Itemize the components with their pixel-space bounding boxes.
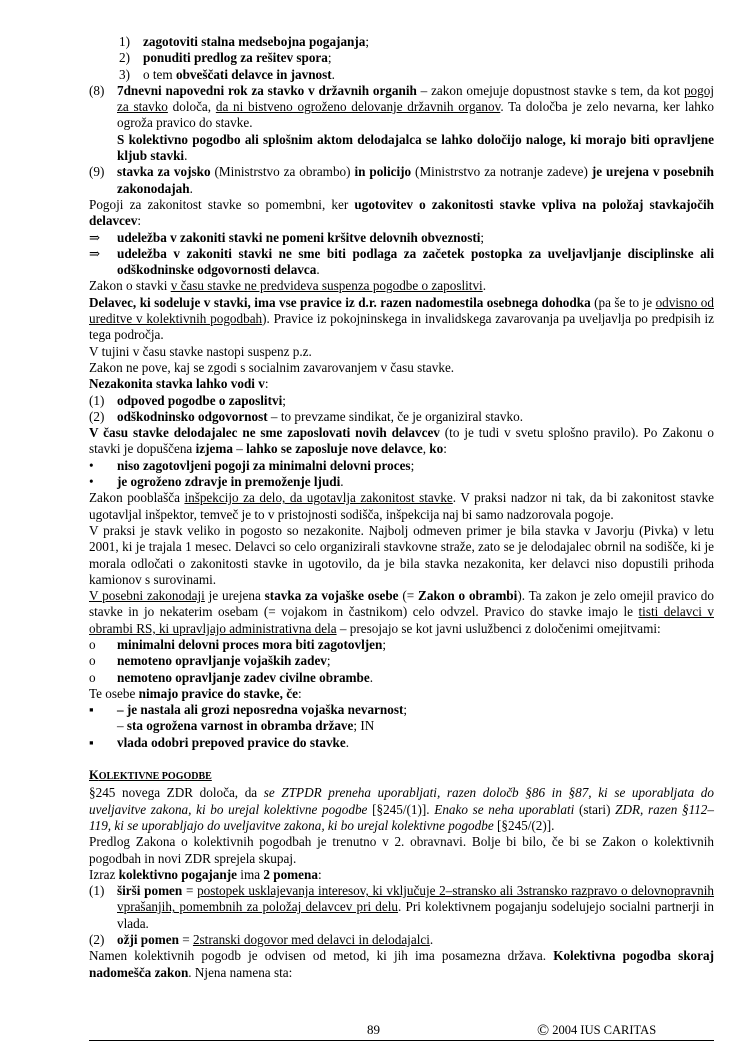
bullet-icon: •	[89, 457, 94, 473]
circle-bullet-icon: o	[89, 636, 96, 652]
list-marker: 3)	[119, 66, 130, 82]
paragraph: V posebni zakonodaji je urejena stavka za vojaške osebe (= Zakon o obrambi). Ta zakon je zelo omejil pravico do stavke in jo nekaterim osebam (= vojakom in častnikom) celo odvzel. Pravico do stavke imajo le tisti delavci v obrambi RS, ki upravljajo administrativna dela – presojajo se kot javni uslužbenci z določenimi omejitvami:	[89, 588, 714, 636]
page-number: 89	[367, 1022, 380, 1037]
bullet-icon: •	[89, 474, 94, 490]
paragraph: S kolektivno pogodbo ali splošnim aktom delodajalca se lahko določijo naloge, ki morajo biti opravljene kljub stavki.	[117, 131, 714, 164]
copyright	[537, 1022, 656, 1040]
list-item: o nemoteno opravljanje zadev civilne obrambe.	[89, 669, 374, 685]
section-heading: KOLEKTIVNE POGODBE	[89, 768, 212, 783]
square-bullet-icon: ▪	[89, 734, 94, 750]
list-item: o minimalni delovni proces mora biti zagotovljen;	[89, 636, 386, 652]
list-marker: 2)	[119, 50, 130, 66]
list-item: (8) 7dnevni napovedni rok za stavko v državnih organih – zakon omejuje dopustnost stavke s tem, da kot pogoj za stavko določa, da ni bistveno ogroženo delovanje državnih organov. Ta določba je zelo nevarna, ker lahko ogroža pravico do stavke.	[89, 82, 714, 131]
list-marker: (2)	[89, 932, 105, 948]
square-bullet-icon: ▪	[89, 702, 94, 718]
list-item: 2) ponuditi predlog za rešitev spora;	[119, 50, 332, 66]
list-marker: (8)	[89, 82, 105, 98]
list-item: • je ogroženo zdravje in premoženje ljudi.	[89, 474, 344, 490]
paragraph: Nezakonita stavka lahko vodi v:	[89, 376, 269, 392]
paragraph: Namen kolektivnih pogodb je odvisen od metod, ki jih ima posamezna država. Kolektivna pogodba skoraj nadomešča zakon. Njena namena sta:	[89, 948, 714, 980]
copyright-text: 2004 IUS CARITAS	[552, 1023, 657, 1037]
arrow-icon: ⇒	[89, 229, 101, 245]
list-marker: 1)	[119, 34, 130, 49]
copyright-icon: ©	[537, 1022, 550, 1039]
list-marker: (1)	[89, 883, 105, 899]
list-marker: (9)	[89, 164, 105, 180]
document-body	[89, 34, 714, 981]
list-item: (2) ožji pomen = 2stranski dogovor med delavci in delodajalci.	[89, 932, 434, 948]
paragraph: Zakon pooblašča inšpekcijo za delo, da ugotavlja zakonitost stavke. V praksi nadzor ni tak, da bi zakonitost stavke ugotavljal inšpektor, temveč je to v pristojnosti sodišča, inšpekcija naj bi samo nadzorovala pogoje.	[89, 490, 715, 522]
list-item: (9) stavka za vojsko (Ministrstvo za obrambo) in policijo (Ministrstvo za notranje zadeve) je urejena v posebnih zakonodajah.	[89, 164, 715, 196]
list-item: (1) širši pomen = postopek usklajevanja interesov, ki vključuje 2–stransko ali 3stransko razpravo o delovnopravnih vprašanjih, pomembnih za položaj delavcev pri delu. Pri kolektivnem pogajanju sodelujejo socialni partnerji in vlada.	[89, 883, 715, 931]
circle-bullet-icon: o	[89, 669, 96, 685]
list-marker: (2)	[89, 408, 105, 424]
paragraph: Te osebe nimajo pravice do stavke, če:	[89, 685, 302, 701]
paragraph: V tujini v času stavke nastopi suspenz p.z.	[89, 343, 312, 359]
page-footer	[89, 1020, 714, 1042]
paragraph: Izraz kolektivno pogajanje ima 2 pomena:	[89, 866, 322, 882]
list-item: o nemoteno opravljanje vojaških zadev;	[89, 653, 331, 669]
paragraph: §245 novega ZDR določa, da se ZTPDR preneha uporabljati, razen določb §86 in §87, ki se uporabljata do uveljavitve zakona, ki bo urejal kolektivne pogodbe [§245/(1)]. Enako se neha uporablati (stari) ZDR, razen §112–119, ki se uporabljajo do uveljavitve zakona, ki bo urejal kolektivne pogodbe [§245/(2)].	[89, 785, 714, 833]
list-item: ▪ vlada odobri prepoved pravice do stavke.	[89, 734, 350, 750]
arrow-icon: ⇒	[89, 245, 101, 261]
list-item: (2) odškodninsko odgovornost – to prevzame sindikat, če je organiziral stavko.	[89, 408, 523, 424]
footer-rule	[89, 1040, 714, 1041]
list-item: (1) odpoved pogodbe o zaposlitvi;	[89, 392, 286, 408]
paragraph: Pogoji za zakonitost stavke so pomembni, ker ugotovitev o zakonitosti stavke vpliva na položaj stavkajočih delavcev:	[89, 196, 714, 229]
list-item: • niso zagotovljeni pogoji za minimalni delovni proces;	[89, 457, 415, 473]
list-item: ⇒ udeležba v zakoniti stavki ne sme biti podlaga za začetek postopka za uveljavljanje disciplinske ali odškodninske odgovornosti delavca.	[89, 245, 714, 278]
paragraph: Zakon o stavki v času stavke ne predvideva suspenza pogodbe o zaposlitvi.	[89, 278, 486, 294]
list-item: 3) o tem obveščati delavce in javnost.	[119, 66, 335, 82]
list-item: ▪ – je nastala ali grozi neposredna vojaška nevarnost;	[89, 702, 408, 718]
paragraph: – sta ogrožena varnost in obramba države; IN	[117, 718, 375, 734]
list-marker: (1)	[89, 392, 105, 408]
paragraph: V praksi je stavk veliko in pogosto so nezakonite. Najbolj odmeven primer je bila stavka v Javorju (Pivka) v letu 2001, ki je trajala 1 mesec. Delavci so celo organizirali stavkovne straže, zato se je delodajalec obrnil na sodišče, ki je morala odločati o zakonitosti stavke in ugotovilo, da je bila stavka nezakonita, ker delavci niso dopustili prihoda kamionov s surovinami.	[89, 522, 714, 587]
list-item: 1) zagotoviti stalna medsebojna pogajanja;	[119, 34, 370, 49]
paragraph: Delavec, ki sodeluje v stavki, ima vse pravice iz d.r. razen nadomestila osebnega dohodka (pa še to je odvisno od ureditve v kolektivnih pogodbah). Pravice iz pokojninskega in invalidskega zavarovanja pa uveljavlja po predpisih iz tega področja.	[89, 294, 714, 343]
circle-bullet-icon: o	[89, 653, 96, 669]
paragraph: V času stavke delodajalec ne sme zaposlovati novih delavcev (to je tudi v svetu splošno pravilo). Po Zakonu o stavki je dopuščena izjema – lahko se zaposluje nove delavce, ko:	[89, 425, 714, 457]
paragraph: Predlog Zakona o kolektivnih pogodbah je trenutno v 2. obravnavi. Bolje bi bilo, če bi se Zakon o kolektivnih pogodbah in novi ZDR sprejela skupaj.	[89, 834, 714, 866]
paragraph: Zakon ne pove, kaj se zgodi s socialnim zavarovanjem v času stavke.	[89, 359, 455, 375]
list-item: ⇒ udeležba v zakoniti stavki ne pomeni kršitve delovnih obveznosti;	[89, 229, 485, 245]
